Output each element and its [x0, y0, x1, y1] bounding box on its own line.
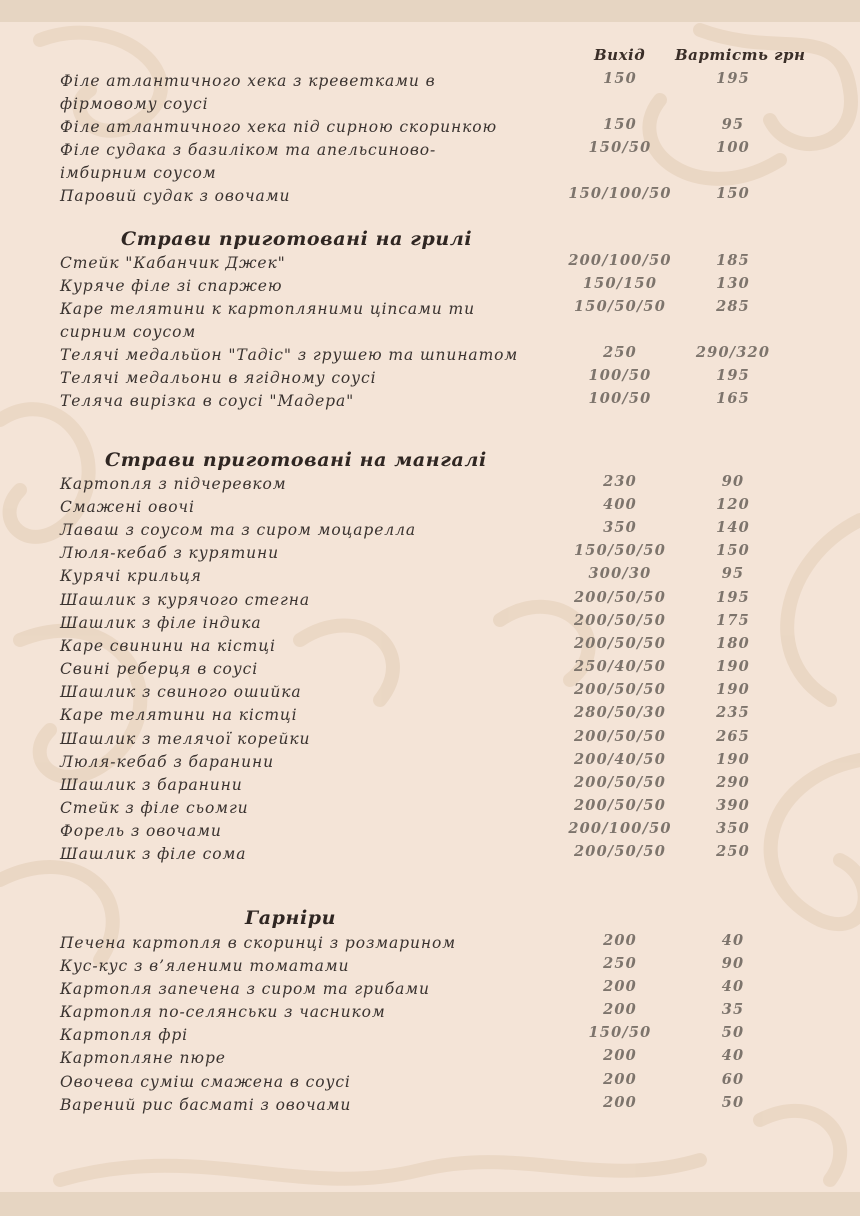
item-price: 40 [721, 932, 745, 949]
item-price: 95 [721, 565, 745, 582]
menu-item [60, 1094, 820, 1140]
item-portion: 150/100/50 [568, 185, 672, 202]
item-portion: 150/50/50 [573, 298, 666, 315]
item-name: Телячі медальйон "Тадіс" з грушею та шпинатом [60, 346, 519, 364]
item-portion: 200/50/50 [573, 612, 666, 629]
item-price: 290/320 [695, 344, 771, 361]
item-portion: 150 [603, 70, 637, 87]
item-price: 150 [716, 185, 750, 202]
item-portion: 250 [603, 955, 637, 972]
item-portion: 200/40/50 [573, 751, 666, 768]
item-name: Свині реберця в соусі [60, 660, 259, 678]
item-name: Філе судака з базиліком та апельсиново-імбирним соусом [60, 141, 437, 182]
item-portion: 200/50/50 [573, 797, 666, 814]
item-portion: 150/150 [582, 275, 658, 292]
item-price: 350 [716, 820, 750, 837]
price-column-header: Вартість грн [675, 46, 806, 64]
item-name: Теляча вирізка в соусі "Мадера" [60, 392, 355, 410]
item-price: 190 [716, 658, 750, 675]
item-portion: 250/40/50 [573, 658, 666, 675]
item-name: Телячі медальони в ягідному соусі [60, 369, 377, 387]
item-price: 50 [721, 1094, 745, 1111]
item-portion: 100/50 [588, 367, 652, 384]
item-name: Шашлик з філе сома [60, 845, 247, 863]
item-portion: 200 [603, 1001, 637, 1018]
item-name: Картопляне пюре [60, 1049, 226, 1067]
item-price: 190 [716, 751, 750, 768]
item-portion: 200 [603, 978, 637, 995]
item-name: Філе атлантичного хека з креветками в фірмовому соусі [60, 72, 436, 113]
item-portion: 100/50 [588, 390, 652, 407]
item-price: 95 [721, 116, 745, 133]
menu-item [60, 185, 820, 231]
item-name: Картопля фрі [60, 1026, 189, 1044]
item-portion: 200/50/50 [573, 843, 666, 860]
item-price: 50 [721, 1024, 745, 1041]
item-price: 250 [716, 843, 750, 860]
item-portion: 350 [603, 519, 637, 536]
item-price: 390 [716, 797, 750, 814]
menu-item [60, 298, 820, 344]
item-portion: 200/50/50 [573, 728, 666, 745]
item-name: Шашлик з курячого стегна [60, 591, 310, 609]
item-portion: 150 [603, 116, 637, 133]
item-portion: 200/50/50 [573, 589, 666, 606]
item-price: 60 [721, 1071, 745, 1088]
item-name: Люля-кебаб з баранини [60, 753, 274, 771]
item-portion: 400 [603, 496, 637, 513]
menu-item [60, 70, 820, 116]
item-price: 175 [716, 612, 750, 629]
item-portion: 200/100/50 [568, 820, 672, 837]
item-price: 40 [721, 1047, 745, 1064]
item-price: 195 [716, 70, 750, 87]
menu-item [60, 139, 820, 185]
item-name: Шашлик з свиного ошийка [60, 683, 302, 701]
item-price: 120 [716, 496, 750, 513]
item-name: Шашлик з телячої корейки [60, 730, 311, 748]
item-name: Стейк з філе сьомги [60, 799, 249, 817]
item-name: Каре свинини на кістці [60, 637, 276, 655]
item-name: Шашлик з баранини [60, 776, 243, 794]
item-portion: 200/50/50 [573, 635, 666, 652]
item-price: 90 [721, 473, 745, 490]
item-price: 190 [716, 681, 750, 698]
item-name: Філе атлантичного хека під сирною скоринкою [60, 118, 498, 136]
item-price: 235 [716, 704, 750, 721]
item-portion: 150/50 [588, 139, 652, 156]
item-portion: 200 [603, 1094, 637, 1111]
item-portion: 200/50/50 [573, 681, 666, 698]
item-name: Люля-кебаб з курятини [60, 544, 280, 562]
item-portion: 150/50/50 [573, 542, 666, 559]
item-name: Печена картопля в скоринці з розмарином [60, 934, 456, 952]
section-title-mangal: Страви приготовані на мангалі [105, 449, 487, 471]
item-portion: 300/30 [588, 565, 652, 582]
item-name: Шашлик з філе індика [60, 614, 262, 632]
item-name: Куряче філе зі спаржею [60, 277, 283, 295]
item-price: 140 [716, 519, 750, 536]
menu-item [60, 390, 820, 436]
item-portion: 250 [603, 344, 637, 361]
item-name: Лаваш з соусом та з сиром моцарелла [60, 521, 416, 539]
item-name: Картопля з підчеревком [60, 475, 287, 493]
item-name: Форель з овочами [60, 822, 222, 840]
item-price: 195 [716, 589, 750, 606]
item-price: 90 [721, 955, 745, 972]
item-portion: 200/100/50 [568, 252, 672, 269]
item-name: Варений рис басматі з овочами [60, 1096, 352, 1114]
item-price: 165 [716, 390, 750, 407]
menu-item [60, 843, 820, 889]
item-name: Картопля запечена з сиром та грибами [60, 980, 430, 998]
item-name: Овочева суміш смажена в соусі [60, 1073, 351, 1091]
item-name: Смажені овочі [60, 498, 195, 516]
section-title-garnish: Гарніри [245, 907, 337, 929]
item-price: 185 [716, 252, 750, 269]
item-price: 40 [721, 978, 745, 995]
item-name: Курячі крильця [60, 567, 202, 585]
item-price: 265 [716, 728, 750, 745]
item-price: 180 [716, 635, 750, 652]
item-price: 290 [716, 774, 750, 791]
item-price: 195 [716, 367, 750, 384]
item-name: Стейк "Кабанчик Джек" [60, 254, 286, 272]
item-name: Каре телятини на кістці [60, 706, 298, 724]
item-price: 150 [716, 542, 750, 559]
item-price: 35 [721, 1001, 745, 1018]
item-portion: 200 [603, 932, 637, 949]
item-portion: 200 [603, 1071, 637, 1088]
item-portion: 230 [603, 473, 637, 490]
item-price: 130 [716, 275, 750, 292]
item-portion: 150/50 [588, 1024, 652, 1041]
portion-column-header: Вихід [594, 46, 646, 64]
item-price: 285 [716, 298, 750, 315]
item-portion: 280/50/30 [573, 704, 666, 721]
item-price: 100 [716, 139, 750, 156]
item-name: Каре телятини к картопляними ціпсами ти сирним соусом [60, 300, 475, 341]
section-title-grill: Страви приготовані на грилі [121, 228, 473, 250]
item-portion: 200 [603, 1047, 637, 1064]
item-name: Картопля по-селянськи з часником [60, 1003, 386, 1021]
item-name: Паровий судак з овочами [60, 187, 291, 205]
item-name: Кус-кус з в’яленими томатами [60, 957, 350, 975]
item-portion: 200/50/50 [573, 774, 666, 791]
